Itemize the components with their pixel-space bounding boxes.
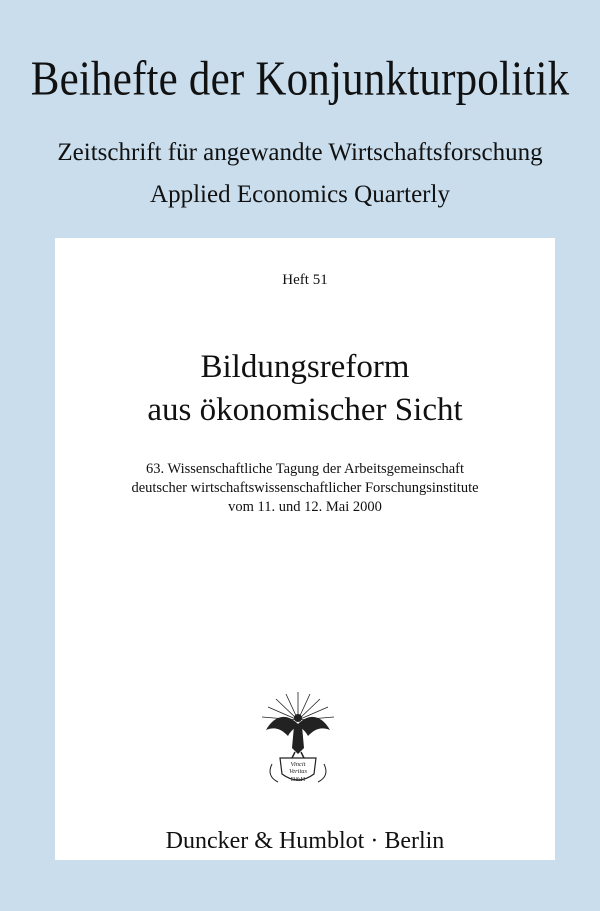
subtitle-line-3: vom 11. und 12. Mai 2000: [228, 499, 382, 515]
eagle-emblem-icon: [258, 690, 338, 790]
logo-monogram: D&H: [290, 776, 306, 783]
logo-motto-1: Vincit: [290, 761, 306, 768]
series-title: Beihefte der Konjunkturpolitik: [30, 53, 570, 106]
publisher-city: Berlin: [384, 828, 445, 854]
subtitle-line-1: 63. Wissenschaftliche Tagung der Arbeitsgemeinschaft: [146, 461, 464, 477]
title-panel: [55, 238, 555, 860]
publisher-name: Duncker & Humblot: [165, 828, 365, 854]
book-title-line-2: aus ökonomischer Sicht: [147, 392, 463, 428]
book-title-line-1: Bildungsreform: [200, 349, 410, 385]
publisher: [55, 828, 555, 855]
book-title: [55, 346, 555, 432]
logo-motto-2: Veritas: [288, 768, 308, 775]
journal-subtitle-english: Applied Economics Quarterly: [150, 181, 450, 208]
publisher-separator: ·: [370, 828, 379, 854]
subtitle-line-2: deutscher wirtschaftswissenschaftlicher Forschungsinstitute: [131, 480, 479, 496]
journal-subtitle-german: Zeitschrift für angewandte Wirtschaftsforschung: [57, 139, 543, 166]
conference-subtitle: [55, 460, 555, 517]
issue-number: Heft 51: [282, 272, 328, 288]
